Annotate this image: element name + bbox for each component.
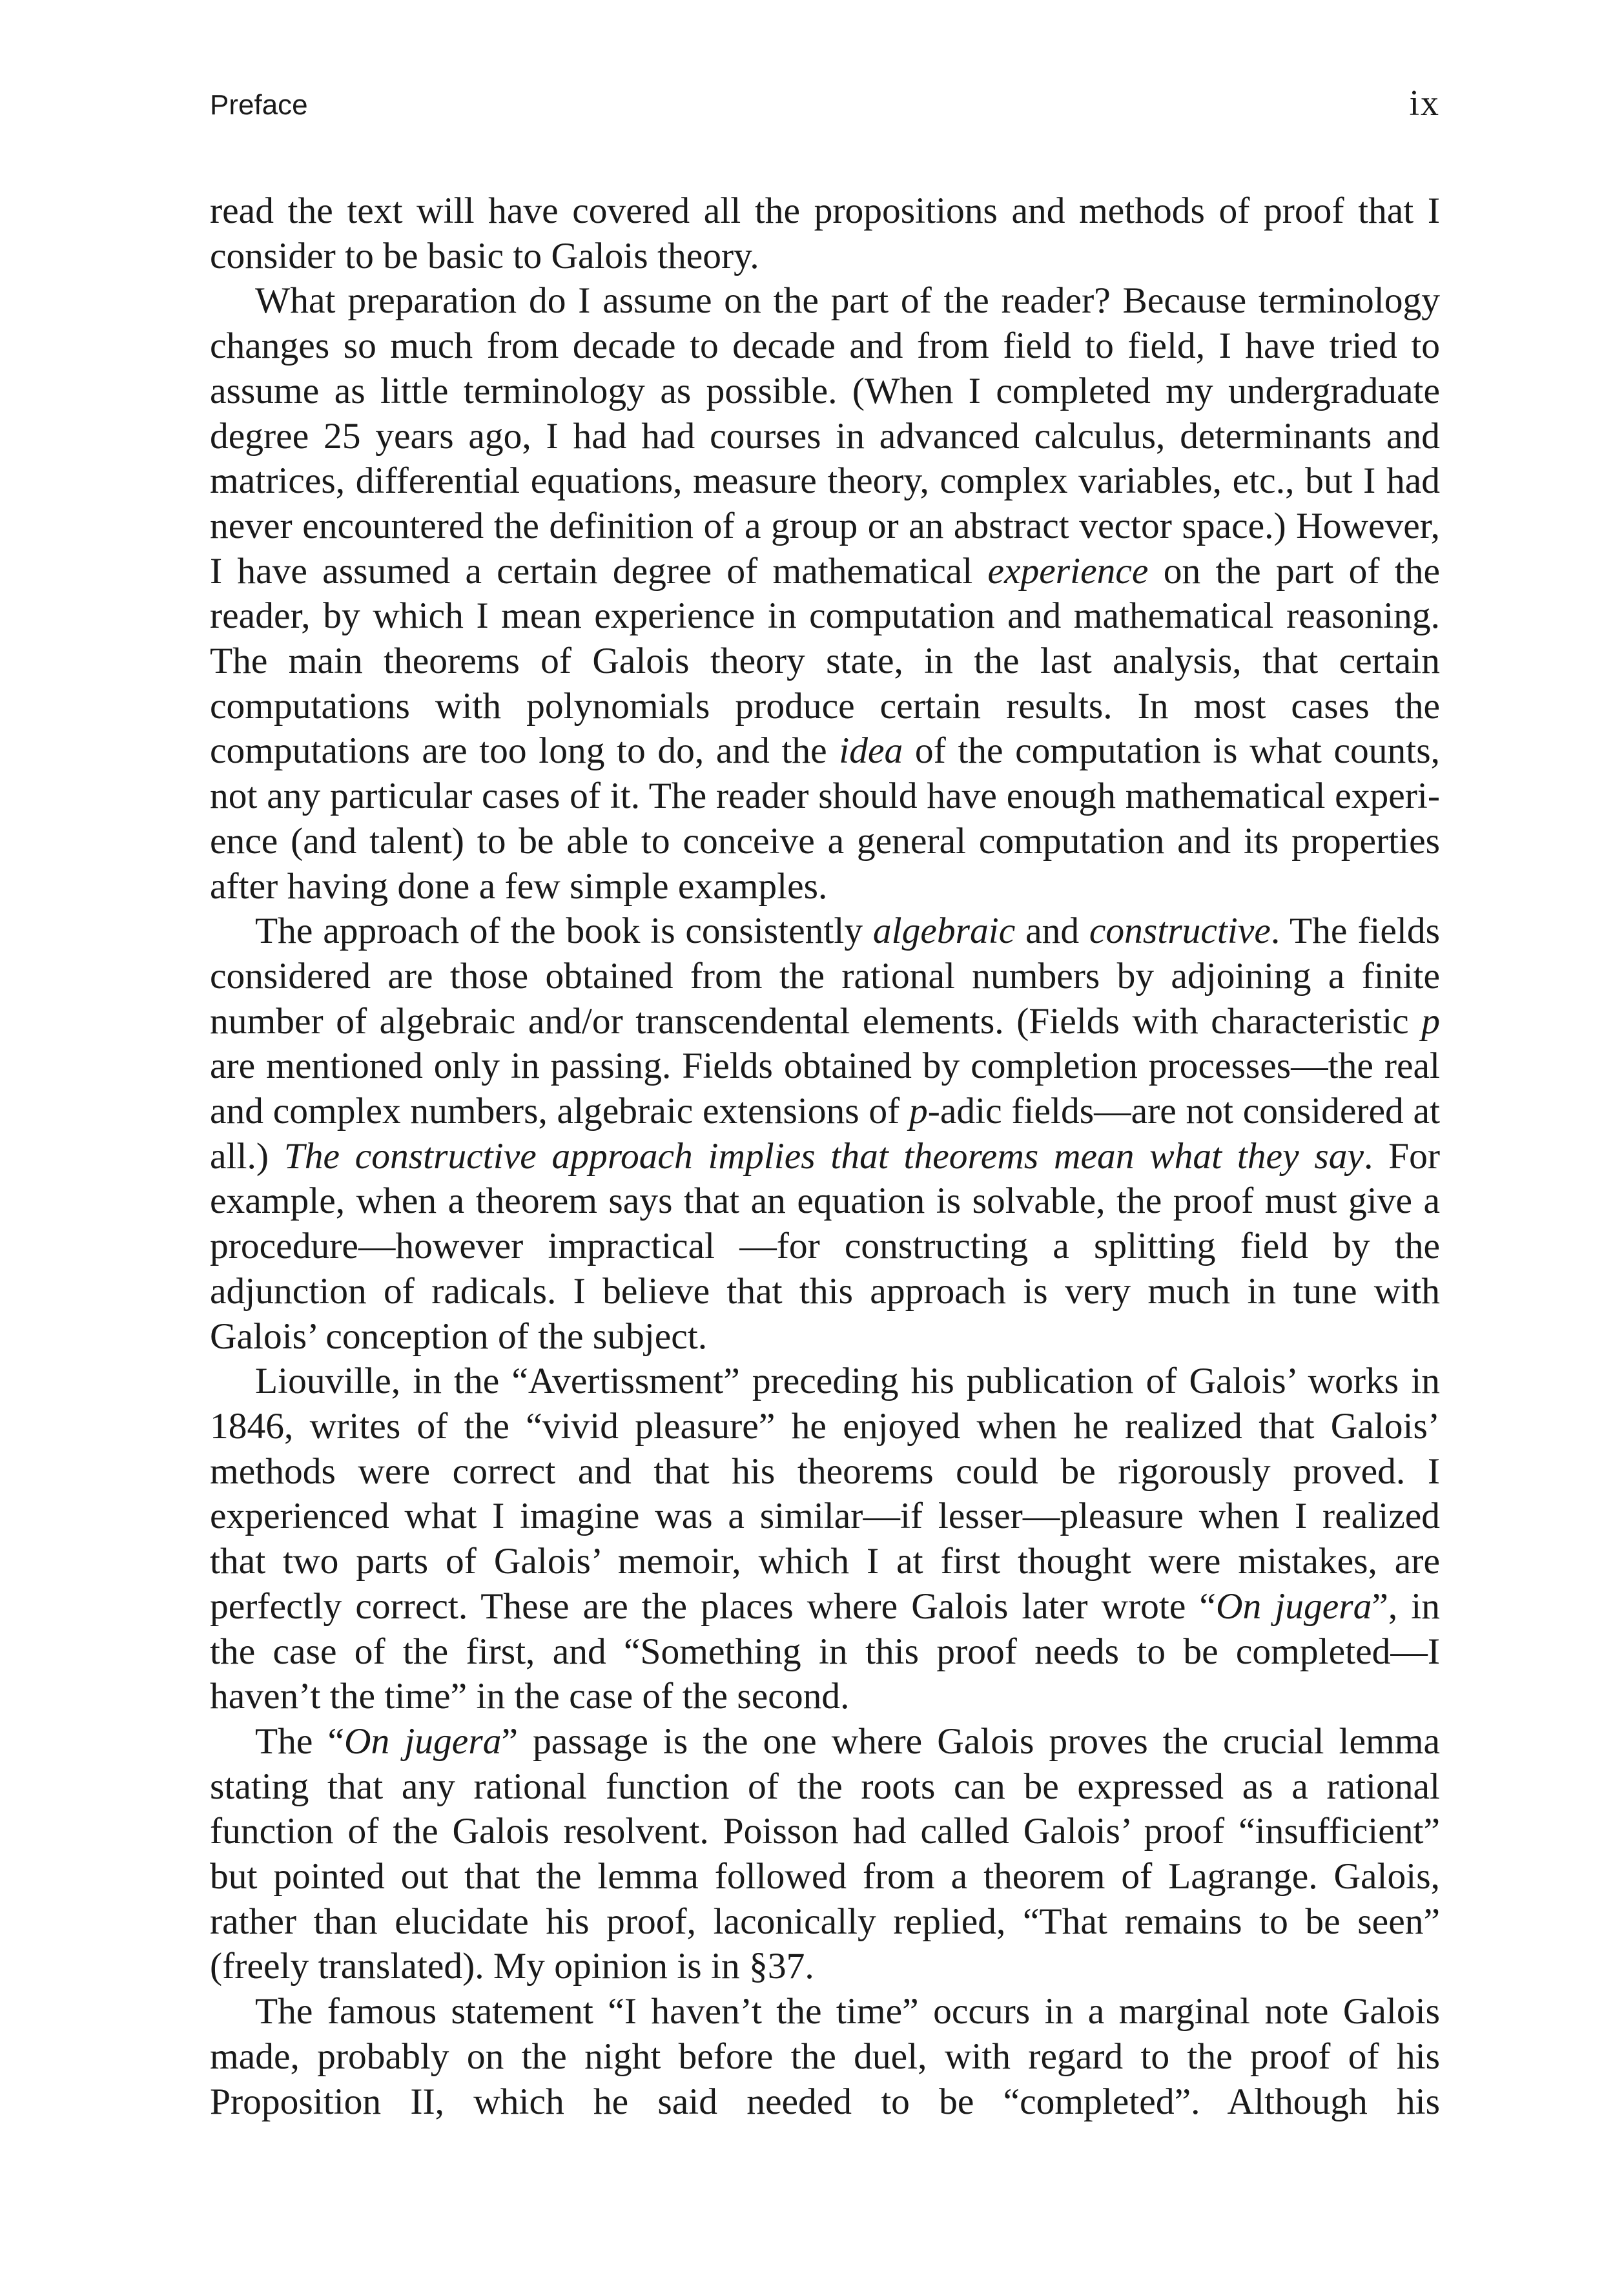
- paragraph: [210, 278, 1440, 909]
- text-run: of the computation is what counts, not any particular cases of it. The reader should have enough mathematical experience (and talent) to be able to conceive a general computation and its properties after having done a few simple examples.: [210, 730, 1440, 907]
- italic-run: idea: [839, 730, 903, 772]
- running-header: [210, 77, 1440, 136]
- text-run: and: [1015, 911, 1089, 952]
- italic-run: algebraic: [872, 911, 1016, 952]
- running-head-title: Preface: [210, 89, 308, 121]
- text-run: The “: [255, 1720, 344, 1762]
- text-run: ” passage is the one where Galois proves the crucial lemma stating that any rational function of the roots can be expressed as a rational function of the Galois resolvent. Poisson had called Galois’ proof “insufficient” but pointed out that the lemma followed from a theorem of Lagrange. Galois, rather than elucidate his proof, laconically replied, “That remains to be seen” (freely translated). My opinion is in §37.: [210, 1720, 1440, 1987]
- text-run: -adic fields—are not considered at all.): [210, 1091, 1440, 1177]
- text-run: read the text will have covered all the propositions and methods of proof that I consider to be basic to Galois theory.: [210, 191, 1440, 276]
- page-body: [210, 189, 1440, 2124]
- text-run: ”, in the case of the first, and “Something in this proof needs to be completed—I haven’t the time” in the case of the second.: [210, 1585, 1441, 1717]
- text-run: on the part of the reader, by which I mean experience in computation and mathematical reasoning. The main theorems of Galois theory state, in the last analysis, that certain computations with polynomials produce certain results. In most cases the computations are too long to do, and the: [210, 550, 1440, 772]
- page-number: ix: [1409, 83, 1440, 123]
- text-run: The approach of the book is consistently: [255, 911, 873, 952]
- text-run: What preparation do I assume on the part of the reader? Because terminology changes so much from decade to decade and from field to field, I have tried to assume as little terminology as possible. (When I completed my undergraduate degree 25 years ago, I had had courses in advanced calculus, determinants and matrices, differential equations, measure theory, complex variables, etc., but I had never encountered the definition of a group or an abstract vector space.) However, I have assumed a certain degree of mathematical: [210, 280, 1440, 592]
- italic-run: p: [1421, 1000, 1440, 1042]
- italic-run: On jugera: [344, 1720, 502, 1762]
- text-run: The famous statement “I haven’t the time” occurs in a marginal note Galois made, probably on the night before the duel, with regard to the proof of his Proposition II, which he said needed to be “completed”. Although his: [210, 1991, 1440, 2122]
- text-run: . The fields considered are those obtained from the rational numbers by adjoining a finite number of algebraic and/or transcendental elements. (Fields with characteristic: [210, 911, 1440, 1042]
- paragraph: [210, 1719, 1440, 1989]
- paragraph: [210, 1989, 1440, 2124]
- italic-run: On jugera: [1215, 1585, 1372, 1627]
- paragraph: [210, 909, 1440, 1359]
- italic-run: p: [909, 1091, 928, 1132]
- italic-run: experience: [987, 550, 1149, 592]
- text-run: . For example, when a theorem says that an equation is solvable, the proof must give a procedure—however impractical —for constructing a splitting field by the adjunction of radicals. I believe that this approach is very much in tune with Galois’ conception of the subject.: [210, 1135, 1440, 1357]
- paragraph: [210, 1359, 1440, 1719]
- italic-run: constructive: [1089, 911, 1271, 952]
- paragraph: [210, 189, 1440, 278]
- text-run: are mentioned only in passing. Fields obtained by completion processes—the real and complex numbers, algebraic extensions of: [210, 1046, 1440, 1132]
- italic-run: The constructive approach implies that theorems mean what they say: [283, 1135, 1364, 1177]
- text-run: Liouville, in the “Avertissment” preceding his publication of Galois’ works in 1846, writes of the “vivid pleasure” he enjoyed when he realized that Galois’ methods were correct and that his theorems could be rigorously proved. I experienced what I imagine was a similar—if lesser—pleasure when I realized that two parts of Galois’ memoir, which I at first thought were mistakes, are perfectly correct. These are the places where Galois later wrote “: [210, 1361, 1440, 1627]
